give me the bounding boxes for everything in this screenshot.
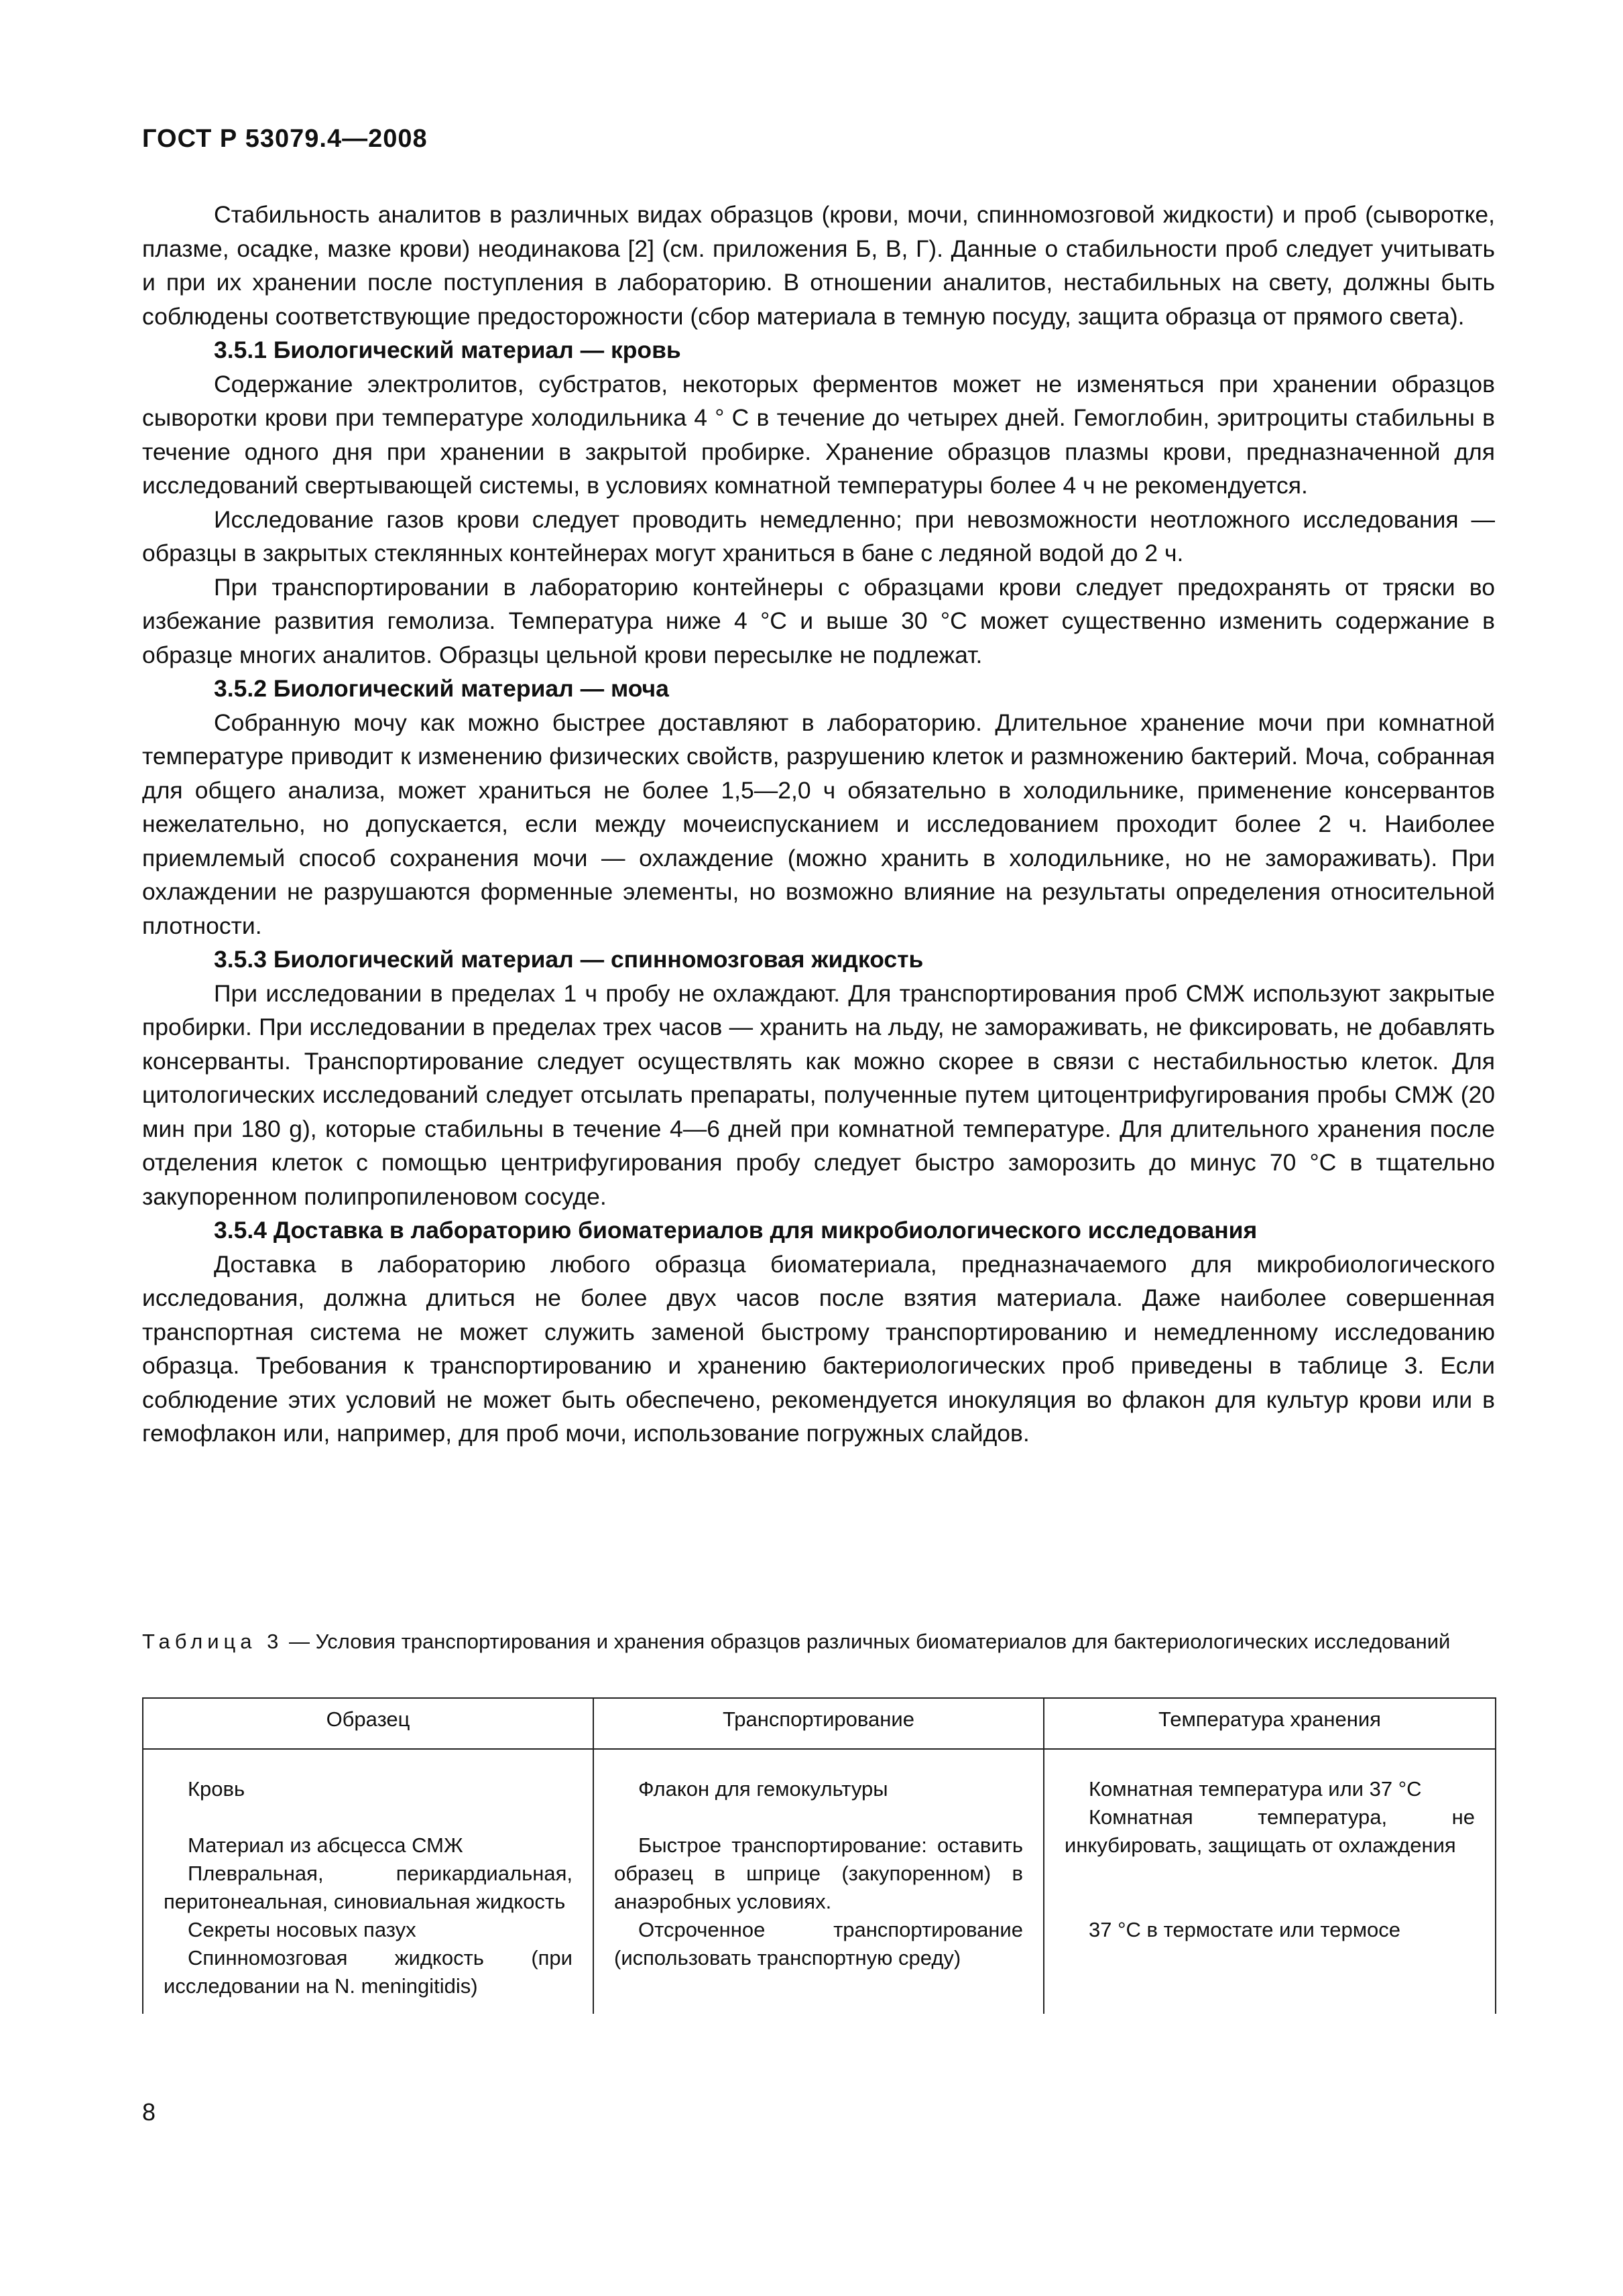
section-heading-3-5-2: 3.5.2 Биологический материал — моча — [214, 675, 669, 702]
column-header-sample: Образец — [143, 1698, 593, 1749]
sample-abscess: Материал из абсцесса СМЖ — [188, 1833, 463, 1857]
transport-fast: Быстрое транспортирование: оставить образец в шприце (закупоренном) в анаэробных условиях. — [614, 1833, 1023, 1913]
sample-fluids: Плевральная, перикардиальная, перитонеальная, синовиальная жидкость — [164, 1862, 573, 1913]
sample-sinus: Секреты носовых пазух — [188, 1918, 416, 1941]
paragraph: Собранную мочу как можно быстрее доставляют в лабораторию. Длительное хранение мочи при комнатной температуре приводит к изменению физических свойств, разрушению клеток и размножению бактерий. Моча, собранная для общего анализа, может храниться не более 1,5—2,0 ч обязательно в холодильнике, применение консервантов нежелательно, но допускается, если между мочеиспусканием и исследованием проходит более 2 ч. Наиболее приемлемый способ сохранения мочи — охлаждение (можно хранить в холодильнике, но не замораживать). При охлаждении не разрушаются форменные элементы, но возможно влияние на результаты определения относительной плотности. — [142, 709, 1495, 939]
column-header-transport: Транспортирование — [593, 1698, 1044, 1749]
transport-blood: Флакон для гемокультуры — [638, 1777, 888, 1801]
table-header-row — [143, 1698, 1496, 1749]
paragraph: Доставка в лабораторию любого образца биоматериала, предназначаемого для микробиологического исследования, должна длиться не более двух часов после взятия материала. Даже наиболее совершенная транспортная система не может служить заменой быстрому транспортированию и немедленному исследованию образца. Требования к транспортированию и хранению бактериологических проб приведены в таблице 3. Если соблюдение этих условий не может быть обеспечено, рекомендуется инокуляция во флакон для культур крови или в гемофлакон или, например, для проб мочи, использование погружных слайдов. — [142, 1250, 1495, 1447]
section-heading-3-5-4: 3.5.4 Доставка в лабораторию биоматериалов для микробиологического исследования — [214, 1217, 1258, 1244]
storage-blood: Комнатная температура или 37 °С — [1089, 1777, 1422, 1801]
transport-delayed: Отсроченное транспортирование (использовать транспортную среду) — [614, 1918, 1023, 1970]
table-3 — [142, 1697, 1496, 2014]
table-cell-samples — [143, 1749, 593, 2014]
paragraph: Исследование газов крови следует проводить немедленно; при невозможности неотложного исследования — образцы в закрытых стеклянных контейнерах могут храниться в бане с ледяной водой до 2 ч. — [142, 505, 1495, 566]
table-cell-storage — [1044, 1749, 1496, 2014]
paragraph: При исследовании в пределах 1 ч пробу не охлаждают. Для транспортирования проб СМЖ используют закрытые пробирки. При исследовании в пределах трех часов — хранить на льду, не замораживать, не фиксировать, не добавлять консерванты. Транспортирование следует осуществлять как можно скорее в связи с нестабильностью клеток. Для цитологических исследований следует отсылать препараты, полученные путем цитоцентрифугирования пробы СМЖ (20 мин при 180 g), которые стабильны в течение 4—6 дней при комнатной температуре. Для длительного хранения после отделения клеток с помощью центрифугирования пробу следует быстро заморозить до минус 70 °С в тщательно закупоренном полипропиленовом сосуде. — [142, 979, 1495, 1210]
section-heading-3-5-3: 3.5.3 Биологический материал — спинномозговая жидкость — [214, 946, 924, 973]
paragraph: При транспортировании в лабораторию контейнеры с образцами крови следует предохранять от тряски во избежание развития гемолиза. Температура ниже 4 °С и выше 30 °С может существенно изменить содержание в образце многих аналитов. Образцы цельной крови пересылке не подлежат. — [142, 573, 1495, 668]
section-heading-3-5-1: 3.5.1 Биологический материал — кровь — [214, 337, 681, 363]
table-row — [143, 1749, 1496, 2014]
table-cell-transport — [593, 1749, 1044, 2014]
sample-csf: Спинномозговая жидкость (при исследовании на N. meningitidis) — [164, 1946, 573, 1998]
paragraph-intro: Стабильность аналитов в различных видах образцов (крови, мочи, спинномозговой жидкости) и проб (сыворотке, плазме, осадке, мазке крови) неодинакова [2] (см. приложения Б, В, Г). Данные о стабильности проб следует учитывать и при их хранении после поступления в лабораторию. В отношении аналитов, нестабильных на свету, должны быть соблюдены соответствующие предосторожности (сбор материала в темную посуду, защита образца от прямого света). — [142, 201, 1495, 330]
paragraph: Содержание электролитов, субстратов, некоторых ферментов может не изменяться при хранении образцов сыворотки крови при температуре холодильника 4 ° С в течение до четырех дней. Гемоглобин, эритроциты стабильны в течение одного дня при хранении в закрытой пробирке. Хранение образцов плазмы крови, предназначенной для исследований свертывающей системы, в условиях комнатной температуры более 4 ч не рекомендуется. — [142, 370, 1495, 499]
column-header-storage-temp: Температура хранения — [1044, 1698, 1496, 1749]
storage-37: 37 °С в термостате или термосе — [1089, 1918, 1401, 1941]
page-number: 8 — [142, 2098, 156, 2126]
table-caption-text: — Условия транспортирования и хранения образцов различных биоматериалов для бактериологических исследований — [283, 1630, 1451, 1653]
document-body — [142, 198, 1495, 1451]
table-caption-label: Таблица 3 — [142, 1630, 284, 1653]
storage-room: Комнатная температура, не инкубировать, защищать от охлаждения — [1065, 1805, 1475, 1857]
table-caption — [142, 1628, 1495, 1656]
document-code-header: ГОСТ Р 53079.4—2008 — [142, 125, 428, 153]
sample-blood: Кровь — [188, 1777, 245, 1801]
